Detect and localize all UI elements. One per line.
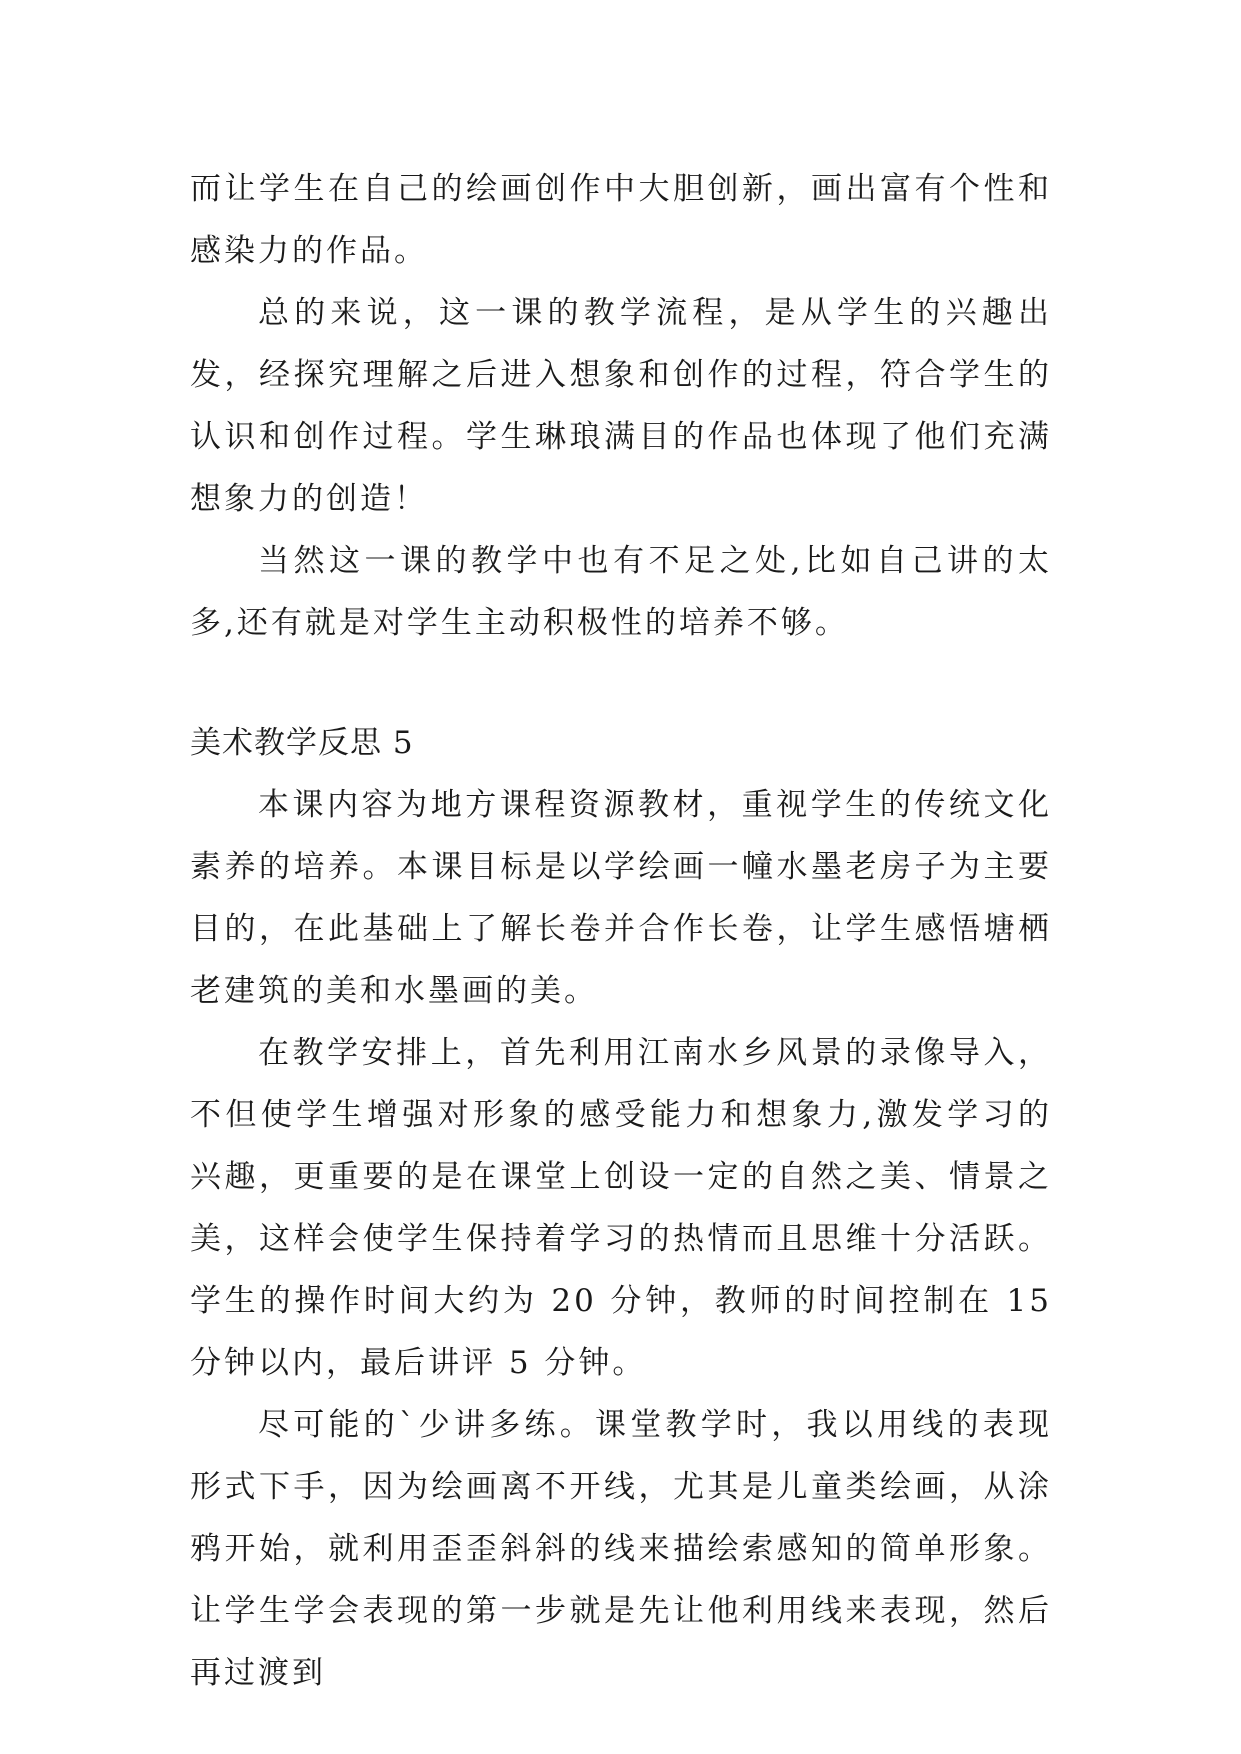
paragraph-shortcomings: 当然这一课的教学中也有不足之处,比如自己讲的太多,还有就是对学生主动积极性的培养不够。 bbox=[190, 543, 1052, 641]
paragraph-summary: 总的来说，这一课的教学流程，是从学生的兴趣出发，经探究理解之后进入想象和创作的过程，符合学生的认识和创作过程。学生琳琅满目的作品也体现了他们充满想象力的创造！ bbox=[190, 295, 1052, 517]
paragraph-practice: 尽可能的`少讲多练。课堂教学时，我以用线的表现形式下手，因为绘画离不开线，尤其是儿童类绘画，从涂鸦开始，就利用歪歪斜斜的线来描绘索感知的简单形象。让学生学会表现的第一步就是先让他利用线来表现，然后再过渡到 bbox=[190, 1407, 1052, 1691]
paragraph-teaching-arrangement: 在教学安排上，首先利用江南水乡风景的录像导入，不但使学生增强对形象的感受能力和想象力,激发学习的兴趣，更重要的是在课堂上创设一定的自然之美、情景之美，这样会使学生保持着学习的热情而且思维十分活跃。学生的操作时间大约为 20 分钟，教师的时间控制在 15 分钟以内，最后讲评 5 分钟。 bbox=[190, 1035, 1052, 1381]
paragraph-lesson-content: 本课内容为地方课程资源教材，重视学生的传统文化素养的培养。本课目标是以学绘画一幢水墨老房子为主要目的，在此基础上了解长卷并合作长卷，让学生感悟塘栖老建筑的美和水墨画的美。 bbox=[190, 787, 1052, 1009]
section-heading: 美术教学反思 5 bbox=[190, 725, 414, 761]
document-body bbox=[190, 158, 1052, 1704]
paragraph-continuation: 而让学生在自己的绘画创作中大胆创新，画出富有个性和感染力的作品。 bbox=[190, 171, 1052, 269]
